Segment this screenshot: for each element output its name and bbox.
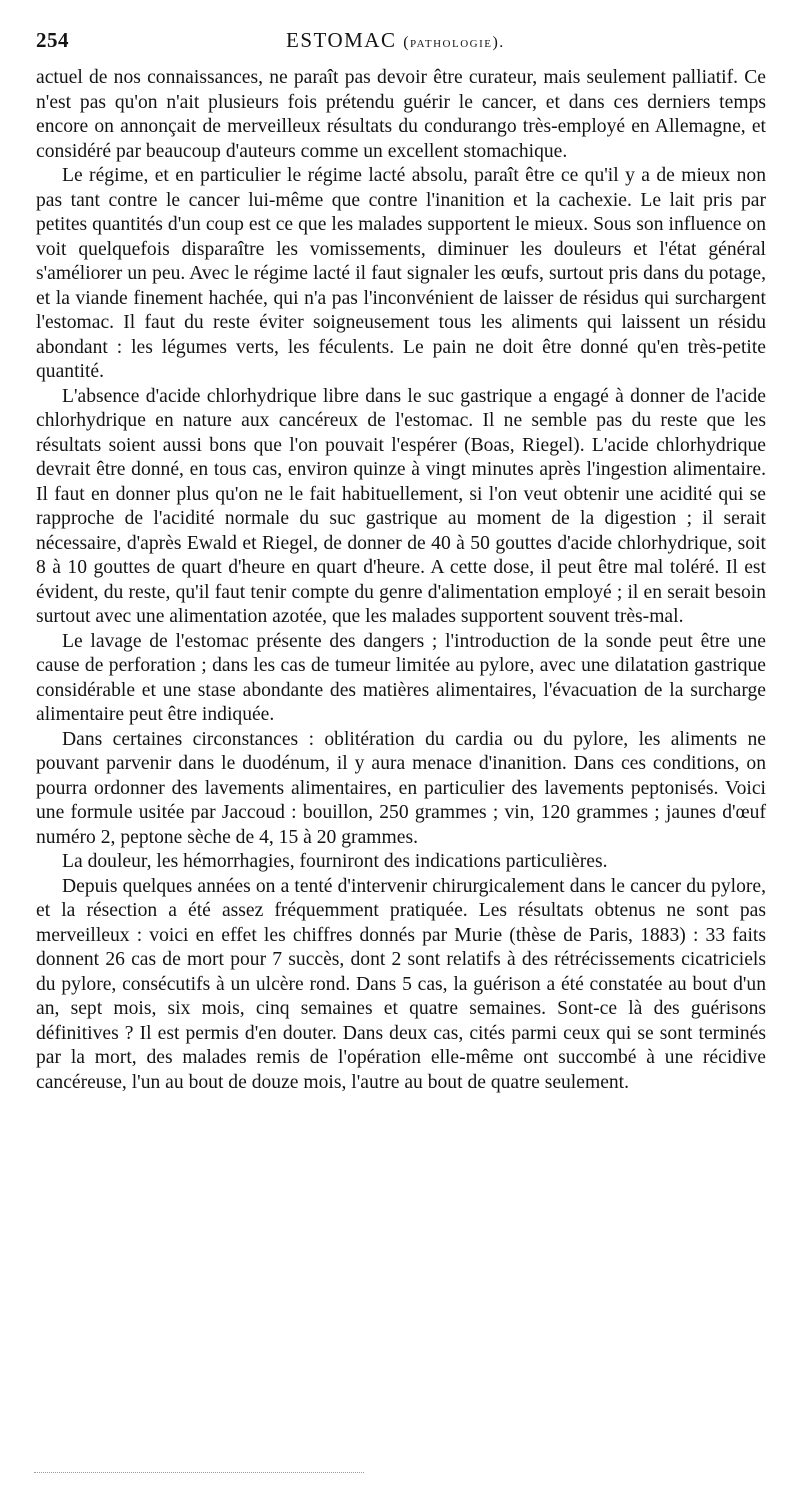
chapter-title: ESTOMAC bbox=[286, 28, 397, 52]
book-page bbox=[36, 28, 766, 1095]
footer-divider bbox=[34, 1472, 364, 1473]
paragraph-regime-lacte: Le régime, et en particulier le régime lacté absolu, paraît être ce qu'il y a de mieux non pas tant contre le cancer lui-même que contre l'inanition et la cachexie. Le lait pris par petites quantités d'un coup est ce que les malades supportent le mieux. Sous son influence on voit quelquefois disparaître les vomissements, diminuer les douleurs et l'état général s'améliorer un peu. Avec le régime lacté il faut signaler les œufs, surtout pris dans du potage, et la viande finement hachée, qui n'a pas l'inconvénient de laisser de résidus qui surchargent l'estomac. Il faut du reste éviter soigneusement tous les aliments qui laissent un résidu abondant : les légumes verts, les féculents. Le pain ne doit être donné qu'en très-petite quantité. bbox=[36, 165, 766, 382]
running-head bbox=[36, 28, 766, 58]
body-text bbox=[36, 66, 766, 1095]
chapter-subtitle: (pathologie). bbox=[403, 34, 505, 51]
paragraph-lavements-alimentaires: Dans certaines circonstances : oblitération du cardia ou du pylore, les aliments ne pouvant parvenir dans le duodénum, il y aura menace d'inanition. Dans ces conditions, on pourra ordonner des lavements alimentaires, en particulier des lavements peptonisés. Voici une formule usitée par Jaccoud : bouillon, 250 grammes ; vin, 120 grammes ; jaunes d'œuf numéro 2, peptone sèche de 4, 15 à 20 grammes. bbox=[36, 728, 766, 848]
page-number: 254 bbox=[36, 28, 69, 52]
paragraph-chirurgie: Depuis quelques années on a tenté d'intervenir chirurgicalement dans le cancer du pylore, et la résection a été assez fréquemment pratiquée. Les résultats obtenus ne sont pas merveilleux : voici en effet les chiffres donnés par Murie (thèse de Paris, 1883) : 33 faits donnent 26 cas de mort pour 7 succès, dont 2 sont relatifs à des rétrécissements cicatriciels du pylore, consécutifs à un ulcère rond. Dans 5 cas, la guérison a été constatée au bout d'un an, sept mois, six mois, cinq semaines et quatre semaines. Sont-ce là des guérisons définitives ? Il est permis d'en douter. Dans deux cas, cités parmi ceux qui se sont terminés par la mort, des malades remis de l'opération elle-même ont succombé à une récidive cancéreuse, l'un au bout de douze mois, l'autre au bout de quatre seulement. bbox=[36, 875, 766, 1093]
paragraph-douleur: La douleur, les hémorrhagies, fourniront des indications particulières. bbox=[62, 851, 608, 872]
chapter-header bbox=[286, 28, 505, 53]
paragraph-acide-chlorhydrique: L'absence d'acide chlorhydrique libre dans le suc gastrique a engagé à donner de l'acide chlorhydrique en nature aux cancéreux de l'estomac. Il ne semble pas du reste que les résultats soient aussi bons que l'on pouvait l'espérer (Boas, Riegel). L'acide chlorhydrique devrait être donné, en tous cas, environ quinze à vingt minutes après l'ingestion alimentaire. Il faut en donner plus qu'on ne le fait habituellement, si l'on veut obtenir une acidité qui se rapproche de l'acidité normale du suc gastrique au moment de la digestion ; il serait nécessaire, d'après Ewald et Riegel, de donner de 40 à 50 gouttes d'acide chlorhydrique, soit 8 à 10 gouttes de quart d'heure en quart d'heure. A cette dose, il peut être mal toléré. Il est évident, du reste, qu'il faut tenir compte du genre d'alimentation employé ; il en serait besoin surtout avec une alimentation azotée, que les malades supportent souvent très-mal. bbox=[36, 385, 766, 627]
paragraph-continuation: actuel de nos connaissances, ne paraît pas devoir être curateur, mais seulement palliatif. Ce n'est pas qu'on n'ait plusieurs fois prétendu guérir le cancer, et dans ces derniers temps encore on annonçait de merveilleux résultats du condurango très-employé en Allemagne, et considéré par beaucoup d'auteurs comme un excellent stomachique. bbox=[36, 67, 766, 162]
paragraph-lavage-estomac: Le lavage de l'estomac présente des dangers ; l'introduction de la sonde peut être une cause de perforation ; dans les cas de tumeur limitée au pylore, avec une dilatation gastrique considérable et une stase abondante des matières alimentaires, l'évacuation de la surcharge alimentaire peut être indiquée. bbox=[36, 630, 766, 725]
